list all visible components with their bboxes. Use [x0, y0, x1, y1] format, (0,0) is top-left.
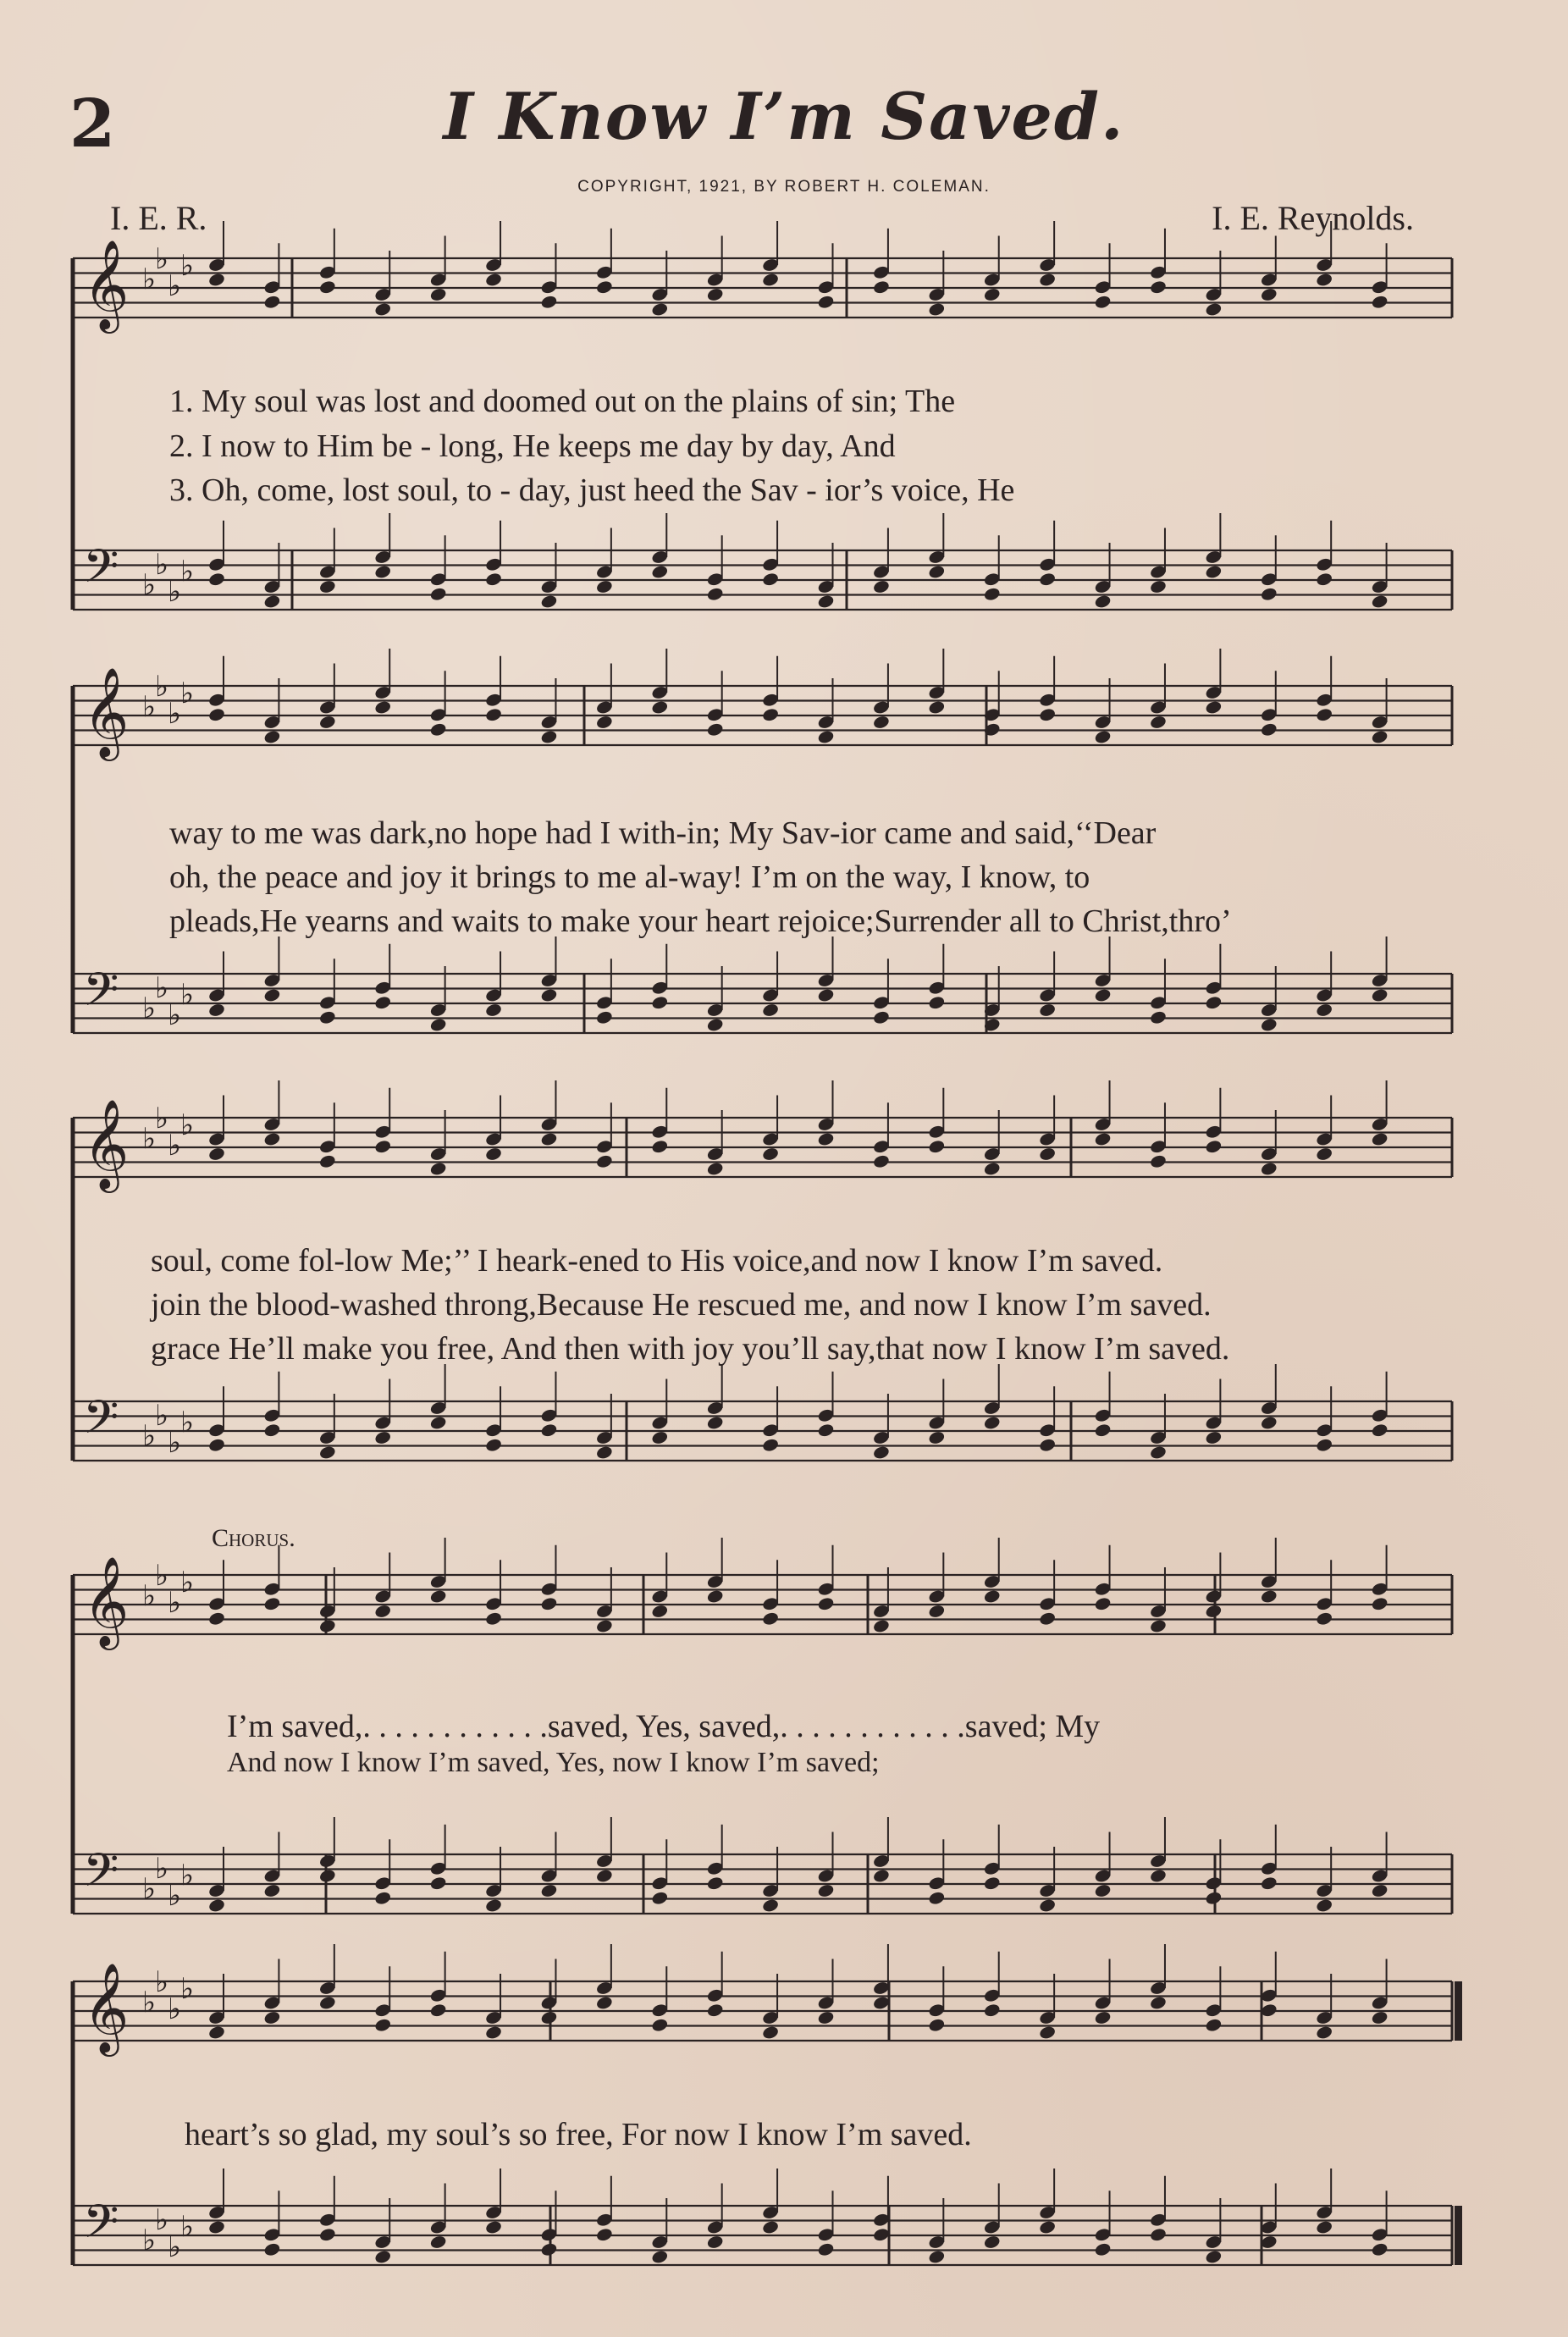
notehead	[429, 722, 447, 738]
notehead	[429, 587, 447, 602]
lyric-line: soul, come fol-low Me;’’ I heark-ened to His voice,and now I know I’m saved.	[151, 1243, 1163, 1279]
notehead	[1205, 1139, 1223, 1154]
notehead	[1371, 2010, 1389, 2025]
notehead	[1205, 699, 1223, 715]
notehead	[928, 301, 946, 317]
notehead	[706, 287, 724, 302]
notehead	[1094, 1423, 1112, 1438]
flat-sign-icon: ♭	[180, 1108, 195, 1142]
notehead	[817, 1883, 835, 1898]
flat-sign-icon: ♭	[168, 269, 182, 303]
notehead	[207, 1003, 225, 1018]
notehead	[429, 1588, 447, 1604]
notehead	[263, 987, 281, 1003]
notehead	[651, 564, 669, 579]
bass-clef-icon: 𝄢	[83, 2195, 119, 2260]
notehead	[1205, 1604, 1223, 1619]
notehead	[1038, 272, 1056, 287]
notehead	[263, 2010, 281, 2025]
notehead	[761, 2219, 779, 2235]
notehead	[983, 1876, 1001, 1891]
composer-credit: I. E. Reynolds.	[1212, 199, 1414, 237]
notehead	[817, 1131, 835, 1146]
notehead	[263, 594, 281, 609]
notehead	[1038, 1898, 1056, 1913]
flat-sign-icon: ♭	[180, 1406, 195, 1439]
notehead	[1038, 572, 1056, 587]
notehead	[1038, 1003, 1056, 1018]
notehead	[761, 2025, 779, 2040]
notehead	[429, 287, 447, 302]
hymn-number: 2	[69, 86, 116, 163]
notehead	[651, 301, 669, 317]
notehead	[1371, 594, 1389, 609]
notehead	[318, 1445, 336, 1460]
notehead	[761, 1003, 779, 1018]
notehead	[540, 1596, 558, 1611]
final-barline	[1455, 2206, 1462, 2265]
notehead	[761, 572, 779, 587]
notehead	[761, 1611, 779, 1627]
notehead	[1316, 2219, 1333, 2235]
notehead	[1260, 587, 1278, 602]
copyright-notice: COPYRIGHT, 1921, BY ROBERT H. COLEMAN.	[577, 178, 991, 196]
flat-sign-icon: ♭	[142, 1419, 157, 1453]
notehead	[1260, 722, 1278, 738]
notehead	[484, 2219, 502, 2235]
flat-sign-icon: ♭	[142, 1986, 157, 2019]
notehead	[817, 2010, 835, 2025]
notehead	[928, 2018, 946, 2033]
notehead	[928, 995, 946, 1010]
notehead	[1094, 295, 1112, 310]
notehead	[374, 1139, 392, 1154]
notehead	[1094, 987, 1112, 1003]
flat-sign-icon: ♭	[142, 1579, 157, 1613]
notehead	[1371, 295, 1389, 310]
notehead	[484, 1146, 502, 1162]
bass-clef-icon: 𝄢	[83, 1843, 119, 1909]
notehead	[595, 1154, 613, 1169]
flat-sign-icon: ♭	[155, 971, 169, 1005]
notehead	[429, 2235, 447, 2250]
notehead	[1094, 729, 1112, 744]
flat-sign-icon: ♭	[142, 2224, 157, 2257]
notehead	[872, 279, 890, 295]
notehead	[706, 1415, 724, 1430]
flat-sign-icon: ♭	[180, 1972, 195, 2006]
notehead	[1149, 715, 1167, 730]
notehead	[872, 715, 890, 730]
lyric-line: grace He’ll make you free, And then with joy you’ll say,that now I know I’m saved.	[151, 1331, 1230, 1367]
notehead	[318, 1010, 336, 1025]
notehead	[540, 1883, 558, 1898]
notehead	[1038, 2219, 1056, 2235]
notehead	[1038, 1438, 1056, 1453]
flat-sign-icon: ♭	[180, 978, 195, 1012]
lyric-line: pleads,He yearns and waits to make your heart rejoice;Surrender all to Christ,thro’	[169, 903, 1232, 939]
notehead	[318, 279, 336, 295]
notehead	[1149, 1010, 1167, 1025]
notehead	[872, 1868, 890, 1883]
notehead	[983, 287, 1001, 302]
notehead	[706, 587, 724, 602]
notehead	[1038, 2025, 1056, 2040]
notehead	[374, 1604, 392, 1619]
notehead	[1038, 1146, 1056, 1162]
notehead	[1371, 1596, 1389, 1611]
notehead	[1316, 1611, 1333, 1627]
notehead	[1371, 2242, 1389, 2257]
notehead	[706, 2235, 724, 2250]
notehead	[1260, 1876, 1278, 1891]
flat-sign-icon: ♭	[155, 1102, 169, 1135]
notehead	[872, 579, 890, 594]
notehead	[817, 1596, 835, 1611]
notehead	[318, 1154, 336, 1169]
notehead	[540, 987, 558, 1003]
notehead	[595, 1445, 613, 1460]
flat-sign-icon: ♭	[180, 1859, 195, 1892]
notehead	[1038, 1611, 1056, 1627]
notehead	[1316, 1438, 1333, 1453]
flat-sign-icon: ♭	[168, 697, 182, 731]
notehead	[263, 1131, 281, 1146]
notehead	[595, 2227, 613, 2242]
notehead	[374, 2018, 392, 2033]
notehead	[817, 594, 835, 609]
notehead	[817, 1423, 835, 1438]
notehead	[1205, 2249, 1223, 2264]
notehead	[1316, 707, 1333, 722]
treble-clef-icon: 𝄞	[83, 1555, 130, 1646]
notehead	[595, 1995, 613, 2010]
flat-sign-icon: ♭	[168, 1586, 182, 1620]
flat-sign-icon: ♭	[168, 2230, 182, 2264]
notehead	[1149, 2227, 1167, 2242]
flat-sign-icon: ♭	[155, 548, 169, 582]
notehead	[595, 579, 613, 594]
notehead	[928, 699, 946, 715]
flat-sign-icon: ♭	[142, 262, 157, 296]
notehead	[928, 1891, 946, 1906]
notehead	[1260, 1017, 1278, 1032]
flat-sign-icon: ♭	[168, 1879, 182, 1913]
notehead	[872, 1154, 890, 1169]
notehead	[318, 1618, 336, 1633]
notehead	[540, 594, 558, 609]
notehead	[429, 1161, 447, 1176]
notehead	[484, 1898, 502, 1913]
notehead	[207, 1438, 225, 1453]
notehead	[484, 1611, 502, 1627]
notehead	[1149, 1995, 1167, 2010]
notehead	[374, 2249, 392, 2264]
notehead	[540, 2242, 558, 2257]
notehead	[374, 995, 392, 1010]
treble-clef-icon: 𝄞	[83, 666, 130, 757]
notehead	[761, 272, 779, 287]
notehead	[1316, 272, 1333, 287]
notehead	[429, 1415, 447, 1430]
notehead	[651, 2249, 669, 2264]
lyric-line: And now I know I’m saved, Yes, now I know I’m saved;	[227, 1747, 880, 1778]
notehead	[761, 1146, 779, 1162]
notehead	[374, 699, 392, 715]
flat-sign-icon: ♭	[168, 1992, 182, 2026]
notehead	[817, 987, 835, 1003]
notehead	[318, 579, 336, 594]
notehead	[651, 1139, 669, 1154]
notehead	[1094, 594, 1112, 609]
notehead	[706, 2003, 724, 2018]
notehead	[263, 729, 281, 744]
notehead	[651, 2018, 669, 2033]
notehead	[983, 1161, 1001, 1176]
flat-sign-icon: ♭	[142, 992, 157, 1025]
notehead	[1371, 729, 1389, 744]
flat-sign-icon: ♭	[180, 677, 195, 710]
notehead	[595, 1868, 613, 1883]
lyric-line: join the blood-washed throng,Because He rescued me, and now I know I’m saved.	[151, 1287, 1212, 1323]
flat-sign-icon: ♭	[155, 242, 169, 276]
flat-sign-icon: ♭	[168, 1129, 182, 1163]
flat-sign-icon: ♭	[168, 998, 182, 1032]
notehead	[651, 995, 669, 1010]
lyricist-credit: I. E. R.	[110, 199, 207, 237]
treble-clef-icon: 𝄞	[83, 239, 130, 329]
notehead	[817, 295, 835, 310]
notehead	[1316, 572, 1333, 587]
notehead	[1316, 1146, 1333, 1162]
chorus-label: Chorus.	[212, 1524, 295, 1552]
notehead	[817, 729, 835, 744]
notehead	[429, 1876, 447, 1891]
notehead	[651, 1604, 669, 1619]
notehead	[928, 1430, 946, 1445]
notehead	[540, 729, 558, 744]
notehead	[429, 1017, 447, 1032]
notehead	[706, 1876, 724, 1891]
flat-sign-icon: ♭	[142, 568, 157, 602]
notehead	[761, 1898, 779, 1913]
flat-sign-icon: ♭	[168, 575, 182, 609]
notehead	[1205, 301, 1223, 317]
notehead	[1205, 564, 1223, 579]
notehead	[540, 295, 558, 310]
notehead	[1149, 1154, 1167, 1169]
notehead	[1260, 287, 1278, 302]
notehead	[706, 1017, 724, 1032]
flat-sign-icon: ♭	[142, 1122, 157, 1156]
flat-sign-icon: ♭	[180, 1566, 195, 1599]
notehead	[1038, 707, 1056, 722]
notehead	[1205, 995, 1223, 1010]
notehead	[484, 1003, 502, 1018]
notehead	[1371, 1423, 1389, 1438]
notehead	[484, 272, 502, 287]
notehead	[872, 1445, 890, 1460]
flat-sign-icon: ♭	[155, 2203, 169, 2237]
notehead	[651, 1891, 669, 1906]
notehead	[1260, 1415, 1278, 1430]
notehead	[374, 301, 392, 317]
flat-sign-icon: ♭	[155, 1399, 169, 1433]
notehead	[983, 2235, 1001, 2250]
notehead	[1371, 987, 1389, 1003]
notehead	[263, 1596, 281, 1611]
notehead	[374, 564, 392, 579]
notehead	[374, 1891, 392, 1906]
flat-sign-icon: ♭	[142, 690, 157, 724]
notehead	[928, 1139, 946, 1154]
notehead	[1094, 2242, 1112, 2257]
treble-clef-icon: 𝄞	[83, 1962, 130, 2052]
notehead	[1316, 1898, 1333, 1913]
notehead	[983, 587, 1001, 602]
lyric-line: 2. I now to Him be - long, He keeps me day by day, And	[169, 428, 896, 464]
notehead	[207, 1611, 225, 1627]
final-barline	[1455, 1981, 1462, 2041]
flat-sign-icon: ♭	[180, 555, 195, 588]
notehead	[207, 2219, 225, 2235]
notehead	[1316, 2025, 1333, 2040]
notehead	[207, 1898, 225, 1913]
treble-clef-icon: 𝄞	[83, 1098, 130, 1189]
notehead	[374, 1430, 392, 1445]
notehead	[263, 2242, 281, 2257]
notehead	[928, 1604, 946, 1619]
notehead	[207, 707, 225, 722]
notehead	[706, 722, 724, 738]
notehead	[484, 1438, 502, 1453]
flat-sign-icon: ♭	[155, 1559, 169, 1593]
lyric-line: 3. Oh, come, lost soul, to - day, just heed the Sav - ior’s voice, He	[169, 472, 1015, 508]
flat-sign-icon: ♭	[180, 249, 195, 283]
notehead	[1094, 1131, 1112, 1146]
notehead	[983, 1588, 1001, 1604]
notehead	[1149, 1868, 1167, 1883]
lyric-line: oh, the peace and joy it brings to me al-way! I’m on the way, I know, to	[169, 859, 1090, 895]
notehead	[928, 564, 946, 579]
lyric-line: I’m saved,. . . . . . . . . . . .saved, Yes, saved,. . . . . . . . . . . .saved; My	[227, 1709, 1101, 1744]
notehead	[1205, 1891, 1223, 1906]
notehead	[263, 295, 281, 310]
notehead	[1316, 1003, 1333, 1018]
notehead	[595, 1618, 613, 1633]
notehead	[540, 2010, 558, 2025]
notehead	[1149, 279, 1167, 295]
notehead	[263, 1883, 281, 1898]
notehead	[1205, 1430, 1223, 1445]
lyric-line: heart’s so glad, my soul’s so free, For now I know I’m saved.	[185, 2117, 972, 2152]
notehead	[207, 1146, 225, 1162]
notehead	[651, 699, 669, 715]
flat-sign-icon: ♭	[155, 1965, 169, 1999]
notehead	[1149, 579, 1167, 594]
notehead	[872, 2227, 890, 2242]
notehead	[207, 2025, 225, 2040]
notehead	[595, 715, 613, 730]
flat-sign-icon: ♭	[155, 670, 169, 704]
notehead	[1260, 1161, 1278, 1176]
notehead	[1094, 2010, 1112, 2025]
notehead	[1371, 1131, 1389, 1146]
notehead	[318, 1868, 336, 1883]
notehead	[1094, 1596, 1112, 1611]
lyric-line: 1. My soul was lost and doomed out on the plains of sin; The	[169, 384, 956, 419]
notehead	[429, 2003, 447, 2018]
notehead	[318, 715, 336, 730]
notehead	[706, 1588, 724, 1604]
notehead	[706, 1161, 724, 1176]
notehead	[872, 1618, 890, 1633]
notehead	[1149, 1445, 1167, 1460]
notehead	[318, 2227, 336, 2242]
notehead	[1094, 1883, 1112, 1898]
notehead	[595, 279, 613, 295]
notehead	[872, 1995, 890, 2010]
notehead	[928, 2249, 946, 2264]
notehead	[207, 272, 225, 287]
bass-clef-icon: 𝄢	[83, 539, 119, 605]
notehead	[540, 1131, 558, 1146]
bass-clef-icon: 𝄢	[83, 1390, 119, 1456]
notehead	[761, 707, 779, 722]
notehead	[484, 572, 502, 587]
notehead	[484, 707, 502, 722]
bass-clef-icon: 𝄢	[83, 963, 119, 1028]
notehead	[651, 1430, 669, 1445]
notehead	[484, 2025, 502, 2040]
hymn-title: I Know I’m Saved.	[443, 79, 1125, 154]
notehead	[1205, 2018, 1223, 2033]
notehead	[595, 1010, 613, 1025]
notehead	[983, 1415, 1001, 1430]
notehead	[983, 2003, 1001, 2018]
flat-sign-icon: ♭	[168, 1426, 182, 1460]
notehead	[263, 1423, 281, 1438]
notehead	[872, 1010, 890, 1025]
notehead	[540, 1423, 558, 1438]
notehead	[1149, 1618, 1167, 1633]
lyric-line: way to me was dark,no hope had I with-in; My Sav-ior came and said,‘‘Dear	[169, 815, 1157, 851]
flat-sign-icon: ♭	[142, 1872, 157, 1906]
flat-sign-icon: ♭	[155, 1852, 169, 1886]
flat-sign-icon: ♭	[180, 2210, 195, 2244]
notehead	[1371, 1883, 1389, 1898]
notehead	[1260, 1588, 1278, 1604]
notehead	[318, 1995, 336, 2010]
notehead	[817, 2242, 835, 2257]
notehead	[207, 572, 225, 587]
notehead	[761, 1438, 779, 1453]
